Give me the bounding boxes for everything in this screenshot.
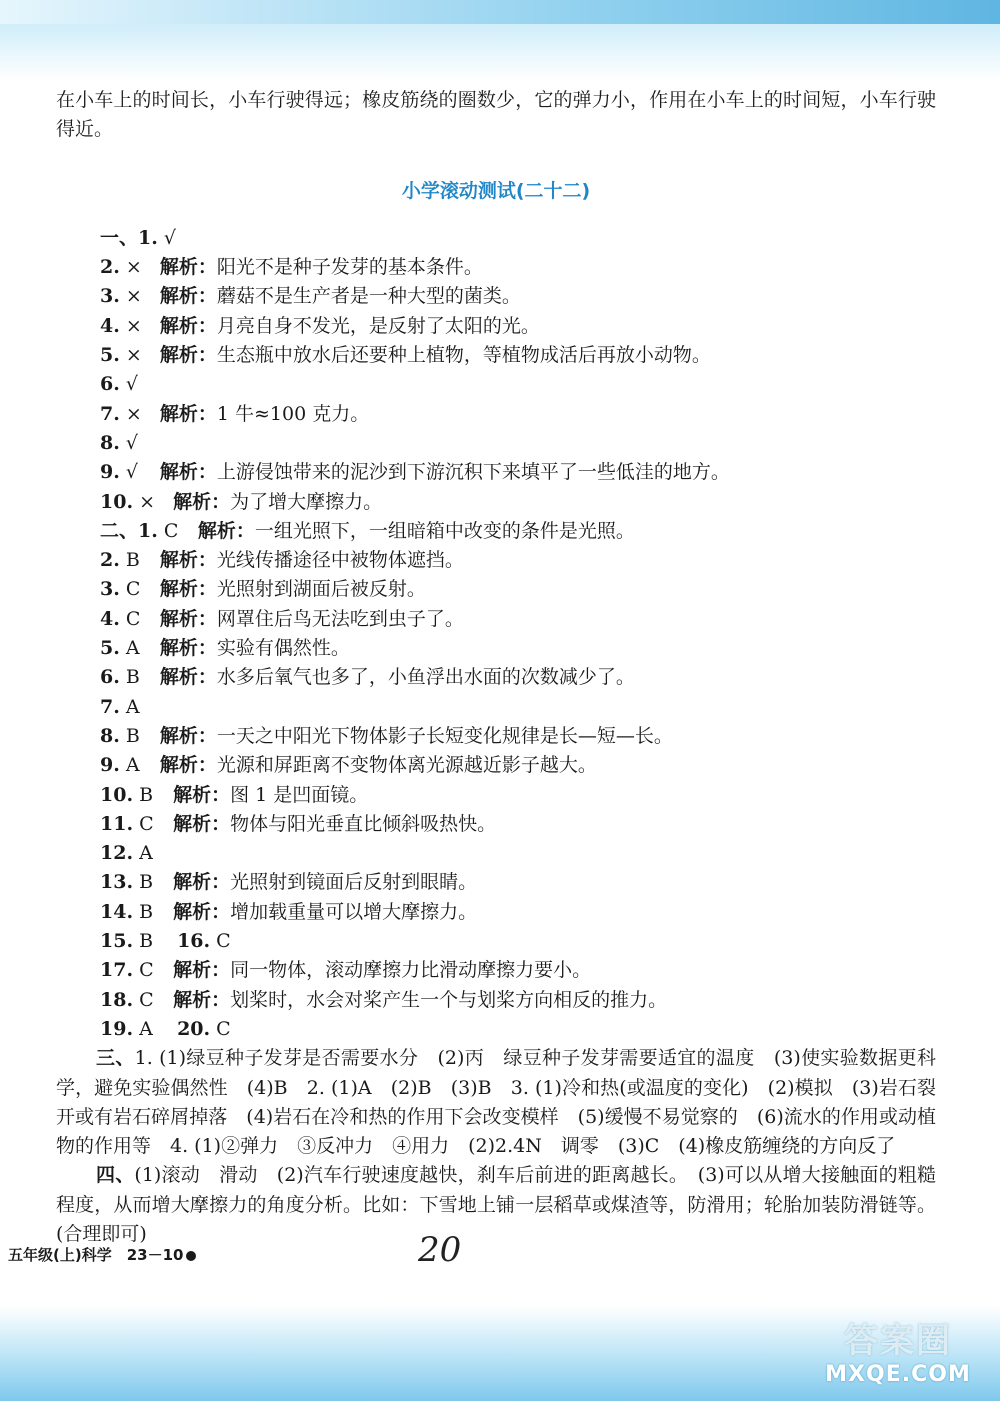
answer-number: 2.: [100, 256, 120, 279]
analysis-label: 解析：: [159, 724, 217, 747]
answer-line: [56, 458, 936, 487]
answer-choice: C: [216, 1017, 231, 1040]
answer-number: 11.: [100, 812, 134, 835]
analysis-label: 解析：: [173, 900, 231, 923]
watermark-logo: [808, 1313, 988, 1393]
analysis-label: 解析：: [159, 314, 217, 337]
analysis-label: 解析：: [159, 256, 217, 279]
analysis-label: 解析：: [159, 402, 217, 425]
analysis-text: 划桨时，水会对桨产生一个与划桨方向相反的推力。: [230, 988, 668, 1011]
section-three: [56, 1044, 936, 1161]
answer-choice: ×: [125, 285, 142, 308]
analysis-text: 图 1 是凹面镜。: [230, 783, 369, 806]
answer-line: [56, 1015, 936, 1044]
analysis-label: 解析：: [159, 344, 217, 367]
answer-choice: ×: [125, 344, 142, 367]
section-three-text: 1. (1)绿豆种子发芽是否需要水分 (2)丙 绿豆种子发芽需要适宜的温度 (3)使实验数据更科学，避免实验偶然性 (4)B 2. (1)A (2)B (3)B 3. (1)冷和热(或温度的变化) (2)模拟 (3)岩石裂开或有岩石碎屑掉落 (4)岩石在冷和热的作用下会改变模样 (5)缓慢不易觉察的 (6)流水的作用或动植物的作用等 4. (1)②弹力 ③反冲力 ④用力 (2)2.4N 调零 (3)C (4)橡皮筋缠绕的方向反了: [56, 1047, 936, 1158]
answer-choice: C: [216, 930, 231, 953]
section-four-lead: 四、: [96, 1164, 135, 1187]
analysis-label: 解析：: [173, 959, 231, 982]
answer-choice: ×: [139, 490, 155, 513]
answer-number: 9.: [100, 461, 120, 484]
answer-choice: √: [125, 373, 138, 396]
answer-choice: ×: [125, 256, 142, 279]
answer-list: [56, 224, 936, 1044]
answer-line: [56, 751, 936, 780]
answer-choice: ×: [125, 402, 142, 425]
answer-line: [56, 693, 936, 722]
answer-number: 15.: [100, 930, 134, 953]
answer-choice: B: [125, 666, 140, 689]
answer-choice: A: [139, 842, 153, 865]
watermark-bottom: MXQE.COM: [825, 1362, 971, 1387]
answer-choice: √: [125, 461, 138, 484]
answer-line: [56, 400, 936, 429]
answer-line: [56, 898, 936, 927]
section-title: 小学滚动测试(二十二): [401, 179, 591, 202]
answer-choice: B: [139, 900, 154, 923]
analysis-text: 1 牛≈100 克力。: [216, 402, 370, 425]
answer-line: [56, 282, 936, 311]
answer-choice: C: [139, 959, 154, 982]
analysis-text: 实验有偶然性。: [216, 637, 350, 660]
answer-choice: B: [139, 783, 154, 806]
answer-choice: ×: [125, 314, 142, 337]
analysis-text: 月亮自身不发光，是反射了太阳的光。: [216, 314, 540, 337]
analysis-label: 解析：: [159, 666, 217, 689]
answer-choice: C: [139, 812, 154, 835]
analysis-text: 一组光照下，一组暗箱中改变的条件是光照。: [254, 519, 635, 542]
analysis-label: 解析：: [159, 754, 217, 777]
analysis-text: 物体与阳光垂直比倾斜吸热快。: [230, 812, 497, 835]
answer-line: [56, 517, 936, 546]
footer-dot-icon: [186, 1251, 196, 1261]
answer-choice: A: [125, 695, 140, 718]
answer-number: 二、1.: [100, 519, 158, 542]
answer-choice: B: [125, 724, 140, 747]
answer-number: 6.: [100, 666, 120, 689]
analysis-label: 解析：: [197, 519, 255, 542]
answer-number: 4.: [100, 314, 120, 337]
answer-number: 12.: [100, 842, 134, 865]
answer-number: 10.: [100, 490, 134, 513]
answer-line: [56, 722, 936, 751]
answer-number: 3.: [100, 578, 120, 601]
answer-line: [56, 986, 936, 1015]
analysis-text: 蘑菇不是生产者是一种大型的菌类。: [216, 285, 521, 308]
answer-choice: A: [125, 754, 140, 777]
answer-line: [56, 429, 936, 458]
analysis-text: 网罩住后鸟无法吃到虫子了。: [216, 607, 464, 630]
answer-choice: C: [139, 988, 154, 1011]
analysis-label: 解析：: [159, 285, 217, 308]
answer-number: 4.: [100, 607, 120, 630]
top-decor-strip: [0, 0, 1000, 24]
analysis-text: 上游侵蚀带来的泥沙到下游沉积下来填平了一些低洼的地方。: [216, 461, 730, 484]
answer-number: 一、1.: [100, 226, 158, 249]
footer-label: [8, 1244, 196, 1265]
answer-number: 8.: [100, 431, 120, 454]
analysis-label: 解析：: [173, 812, 231, 835]
section-four: [56, 1161, 936, 1249]
analysis-text: 一天之中阳光下物体影子长短变化规律是长—短—长。: [216, 724, 673, 747]
answer-number: 20.: [177, 1017, 211, 1040]
answer-line: [56, 868, 936, 897]
analysis-label: 解析：: [173, 490, 231, 513]
answer-number: 3.: [100, 285, 120, 308]
answer-line: [56, 224, 936, 253]
answer-line: [56, 605, 936, 634]
answer-number: 14.: [100, 900, 134, 923]
answer-choice: B: [125, 549, 140, 572]
answer-line: [56, 781, 936, 810]
analysis-label: 解析：: [159, 549, 217, 572]
analysis-text: 增加载重量可以增大摩擦力。: [230, 900, 478, 923]
answer-line: [56, 253, 936, 282]
analysis-label: 解析：: [159, 637, 217, 660]
analysis-text: 为了增大摩擦力。: [230, 490, 383, 513]
answer-choice: √: [163, 226, 176, 249]
answer-choice: C: [125, 578, 141, 601]
answer-choice: B: [139, 871, 154, 894]
answer-number: 8.: [100, 724, 120, 747]
analysis-label: 解析：: [173, 871, 231, 894]
answer-line: [56, 634, 936, 663]
answer-line: [56, 488, 936, 517]
watermark-top: 答案圈: [844, 1321, 952, 1361]
answer-line: [56, 810, 936, 839]
answer-number: 9.: [100, 754, 120, 777]
analysis-text: 光线传播途径中被物体遮挡。: [216, 549, 464, 572]
answer-line: [56, 312, 936, 341]
page-content: [56, 86, 936, 1249]
answer-number: 5.: [100, 344, 120, 367]
analysis-text: 光照射到镜面后反射到眼睛。: [230, 871, 478, 894]
answer-line: [56, 575, 936, 604]
answer-number: 19.: [100, 1017, 134, 1040]
answer-choice: B: [139, 930, 154, 953]
answer-number: 13.: [100, 871, 134, 894]
answer-line: [56, 956, 936, 985]
analysis-text: 阳光不是种子发芽的基本条件。: [216, 256, 483, 279]
answer-line: [56, 663, 936, 692]
answer-number: 10.: [100, 783, 134, 806]
answer-number: 7.: [100, 402, 120, 425]
answer-line: [56, 370, 936, 399]
answer-line: [56, 341, 936, 370]
analysis-label: 解析：: [159, 578, 217, 601]
answer-number: 16.: [177, 930, 211, 953]
intro-paragraph: 在小车上的时间长，小车行驶得远；橡皮筋绕的圈数少，它的弹力小，作用在小车上的时间短，小车行驶得近。: [56, 89, 936, 141]
answer-choice: C: [125, 607, 141, 630]
analysis-text: 光源和屏距离不变物体离光源越近影子越大。: [216, 754, 597, 777]
answer-line: [56, 546, 936, 575]
answer-number: 18.: [100, 988, 134, 1011]
answer-number: 5.: [100, 637, 120, 660]
answer-number: 17.: [100, 959, 134, 982]
analysis-label: 解析：: [173, 783, 231, 806]
page-number: 20: [418, 1230, 462, 1270]
answer-choice: A: [125, 637, 140, 660]
answer-choice: A: [139, 1017, 153, 1040]
answer-choice: √: [125, 431, 138, 454]
section-four-text: (1)滚动 滑动 (2)汽车行驶速度越快，刹车后前进的距离越长。 (3)可以从增大接触面的粗糙程度，从而增大摩擦力的角度分析。比如：下雪地上铺一层稻草或煤渣等，防滑用；轮胎加装防滑链等。(合理即可): [56, 1164, 936, 1245]
analysis-label: 解析：: [173, 988, 231, 1011]
footer-text: 五年级(上)科学 23－10: [8, 1246, 184, 1264]
answer-number: 7.: [100, 695, 120, 718]
analysis-text: 生态瓶中放水后还要种上植物，等植物成活后再放小动物。: [216, 344, 711, 367]
answer-choice: C: [163, 519, 179, 542]
answer-line: [56, 927, 936, 956]
analysis-text: 水多后氧气也多了，小鱼浮出水面的次数减少了。: [216, 666, 635, 689]
answer-number: 2.: [100, 549, 120, 572]
section-three-lead: 三、: [96, 1047, 135, 1070]
answer-number: 6.: [100, 373, 120, 396]
analysis-label: 解析：: [159, 607, 217, 630]
analysis-label: 解析：: [159, 461, 217, 484]
analysis-text: 光照射到湖面后被反射。: [216, 578, 426, 601]
answer-line: [56, 839, 936, 868]
analysis-text: 同一物体，滚动摩擦力比滑动摩擦力要小。: [230, 959, 592, 982]
